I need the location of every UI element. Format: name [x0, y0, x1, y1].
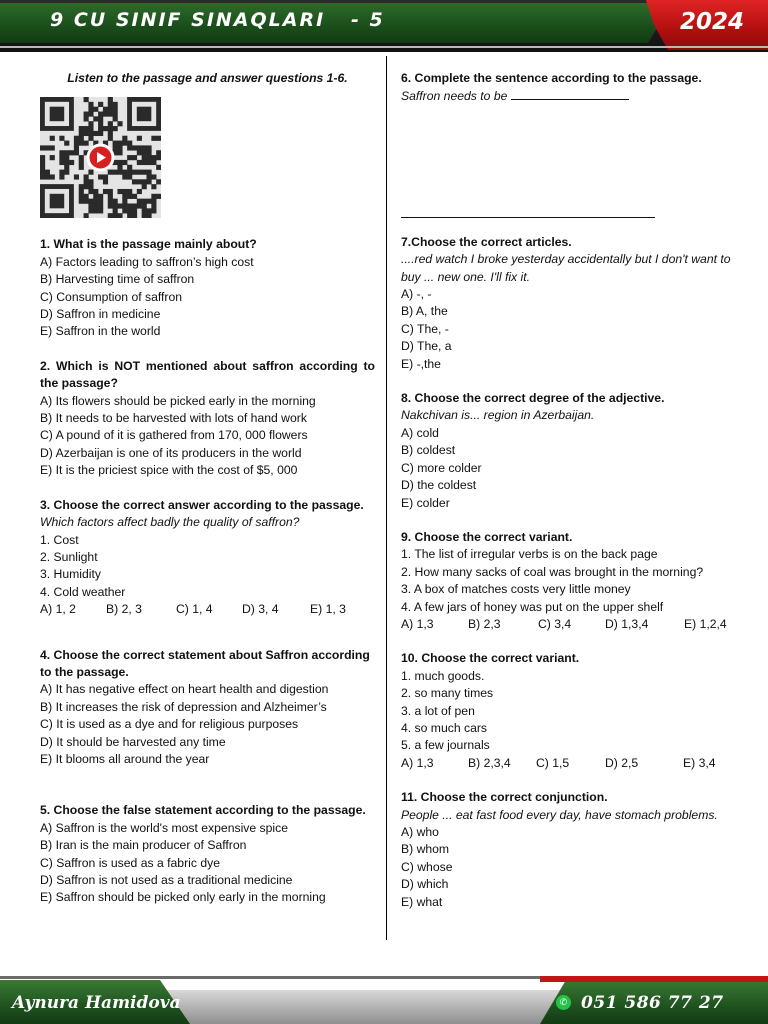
question-10-item-1: 1. much goods.	[401, 668, 485, 683]
question-5-option-c: C) Saffron is used as a fabric dye	[40, 855, 220, 870]
question-3-answer-b: B) 2, 3	[106, 602, 142, 617]
question-2-option-a: A) Its flowers should be picked early in the morning	[40, 393, 316, 408]
question-9-item-4: 4. A few jars of honey was put on the upper shelf	[401, 599, 664, 614]
question-6-title: 6. Complete the sentence according to the passage.	[401, 71, 702, 85]
question-4-option-b: B) It increases the risk of depression and Alzheimer’s	[40, 699, 327, 714]
whatsapp-icon: ✆	[556, 995, 571, 1010]
question-9-answer-e: E) 1,2,4	[684, 616, 727, 631]
question-2-option-c: C) A pound of it is gathered from 170, 000 flowers	[40, 428, 308, 443]
question-9-answer-a: A) 1,3	[401, 616, 434, 631]
question-1-option-a: A) Factors leading to saffron’s high cost	[40, 254, 254, 269]
question-3-title: 3. Choose the correct answer according to the passage.	[40, 497, 364, 512]
question-7-prompt: ....red watch I broke yesterday accidentally but I don't want to buy ... new one. I'll fix it.	[401, 252, 731, 284]
question-9-item-2: 2. How many sacks of coal was brought in the morning?	[401, 564, 704, 579]
question-10-title: 10. Choose the correct variant.	[401, 651, 580, 666]
question-3-answers	[40, 601, 375, 618]
question-2-option-e: E) It is the priciest spice with the cost of $5, 000	[40, 463, 298, 478]
question-7-option-d: D) The, a	[401, 339, 452, 354]
question-9-title: 9. Choose the correct variant.	[401, 529, 573, 544]
question-3-answer-a: A) 1, 2	[40, 602, 76, 617]
question-1-option-c: C) Consumption of saffron	[40, 289, 183, 304]
question-3-item-3: 3. Humidity	[40, 567, 101, 582]
question-10-item-4: 4. so much cars	[401, 720, 488, 735]
question-1	[40, 236, 375, 340]
question-4-title: 4. Choose the correct statement about Saffron according to the passage.	[40, 647, 370, 679]
question-3-answer-d: D) 3, 4	[242, 602, 279, 617]
question-8	[401, 390, 746, 512]
question-4	[40, 647, 375, 769]
question-10-item-2: 2. so many times	[401, 686, 494, 701]
question-7	[401, 234, 746, 373]
question-7-title: 7.Choose the correct articles.	[401, 234, 572, 249]
question-3-item-4: 4. Cold weather	[40, 584, 126, 599]
question-4-option-c: C) It is used as a dye and for religious purposes	[40, 717, 299, 732]
question-9-answer-b: B) 2,3	[468, 616, 501, 631]
header-year: 2024	[680, 9, 745, 35]
question-8-option-d: D) the coldest	[401, 478, 477, 493]
qr-code-graphic	[40, 97, 161, 218]
question-10-answer-a: A) 1,3	[401, 755, 434, 770]
question-11-option-e: E) what	[401, 894, 443, 909]
question-10-answer-d: D) 2,5	[605, 755, 639, 770]
question-8-option-e: E) colder	[401, 495, 450, 510]
listening-instruction: Listen to the passage and answer questions 1-6.	[67, 71, 348, 85]
question-11	[401, 789, 746, 911]
question-5-option-b: B) Iran is the main producer of Saffron	[40, 838, 247, 853]
question-10-item-5: 5. a few journals	[401, 738, 490, 753]
question-4-option-e: E) It blooms all around the year	[40, 751, 210, 766]
question-7-option-e: E) -,the	[401, 356, 441, 371]
question-9-answer-c: C) 3,4	[538, 616, 572, 631]
question-8-prompt: Nakchivan is... region in Azerbaijan.	[401, 408, 595, 423]
question-11-option-c: C) whose	[401, 859, 453, 874]
question-8-title: 8. Choose the correct degree of the adjective.	[401, 391, 665, 406]
left-column	[40, 70, 375, 924]
question-6	[401, 70, 746, 218]
question-6-prompt-line	[401, 87, 746, 105]
question-3-item-2: 2. Sunlight	[40, 549, 98, 564]
question-3-prompt: Which factors affect badly the quality of saffron?	[40, 515, 300, 530]
column-divider	[386, 56, 387, 940]
answer-blank[interactable]	[511, 87, 629, 100]
question-1-option-d: D) Saffron in medicine	[40, 307, 161, 322]
question-10	[401, 650, 746, 772]
youtube-qr-code-icon[interactable]	[40, 97, 161, 218]
question-7-option-c: C) The, -	[401, 321, 449, 336]
question-1-option-e: E) Saffron in the world	[40, 324, 161, 339]
question-10-answer-b: B) 2,3,4	[468, 755, 511, 770]
header-divider	[0, 46, 768, 48]
question-3-item-1: 1. Cost	[40, 532, 79, 547]
question-7-option-a: A) -, -	[401, 287, 432, 302]
page-footer	[0, 976, 768, 1024]
question-3	[40, 497, 375, 619]
question-9-answer-d: D) 1,3,4	[605, 616, 649, 631]
question-10-item-3: 3. a lot of pen	[401, 703, 475, 718]
question-4-option-d: D) It should be harvested any time	[40, 734, 226, 749]
question-8-option-c: C) more colder	[401, 460, 482, 475]
question-9-item-1: 1. The list of irregular verbs is on the back page	[401, 547, 658, 562]
question-9-item-3: 3. A box of matches costs very little money	[401, 582, 631, 597]
question-2	[40, 358, 375, 480]
question-10-answer-e: E) 3,4	[683, 755, 716, 770]
question-11-prompt: People ... eat fast food every day, have stomach problems.	[401, 807, 718, 822]
question-5-option-a: A) Saffron is the world's most expensive spice	[40, 820, 288, 835]
answer-line[interactable]	[401, 216, 655, 218]
page-header	[0, 0, 768, 52]
footer-middle-band	[150, 990, 570, 1024]
question-2-option-b: B) It needs to be harvested with lots of hand work	[40, 411, 307, 426]
question-11-option-b: B) whom	[401, 842, 450, 857]
question-9-answers	[401, 616, 746, 633]
question-8-option-b: B) coldest	[401, 443, 456, 458]
question-11-title: 11. Choose the correct conjunction.	[401, 790, 608, 805]
page-title: 9 CU SINIF SINAQLARI - 5	[50, 9, 385, 31]
question-10-answer-c: C) 1,5	[536, 755, 570, 770]
question-4-option-a: A) It has negative effect on heart health and digestion	[40, 682, 329, 697]
question-5-option-e: E) Saffron should be picked only early in the morning	[40, 890, 326, 905]
author-name: Aynura Hamidova	[12, 993, 181, 1013]
question-11-option-a: A) who	[401, 825, 439, 839]
footer-red-strip	[540, 976, 768, 982]
question-1-option-b: B) Harvesting time of saffron	[40, 272, 195, 287]
right-column	[401, 70, 746, 928]
contact-phone: 051 586 77 27	[581, 993, 724, 1013]
question-2-option-d: D) Azerbaijan is one of its producers in the world	[40, 445, 302, 460]
question-10-answers	[401, 755, 746, 772]
question-2-title: 2. Which is NOT mentioned about saffron according to the passage?	[40, 358, 375, 391]
question-7-option-b: B) A, the	[401, 304, 448, 319]
question-5-option-d: D) Saffron is not used as a traditional medicine	[40, 873, 293, 887]
question-5-title: 5. Choose the false statement according to the passage.	[40, 803, 366, 818]
question-6-prompt: Saffron needs to be	[401, 89, 508, 104]
question-3-answer-e: E) 1, 3	[310, 602, 346, 617]
question-9	[401, 529, 746, 633]
question-11-option-d: D) which	[401, 877, 449, 892]
question-8-option-a: A) cold	[401, 425, 439, 440]
question-3-answer-c: C) 1, 4	[176, 602, 213, 617]
question-1-title: 1. What is the passage mainly about?	[40, 237, 257, 252]
question-5	[40, 802, 375, 906]
